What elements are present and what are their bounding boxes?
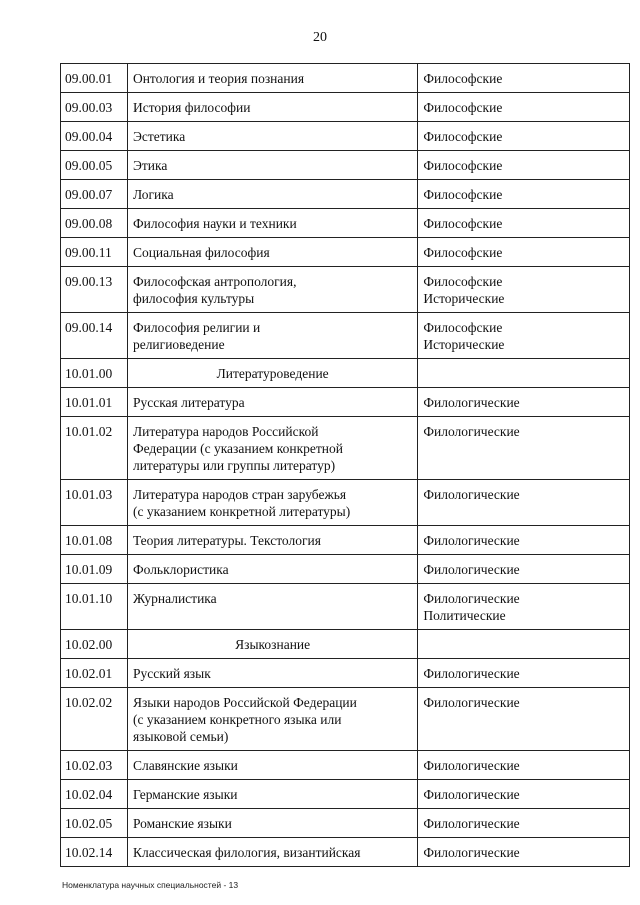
specialty-title [127,209,417,238]
science-branch [418,238,630,267]
science-branch-line: Философские [423,216,503,231]
title-line: Языкознание [235,637,311,652]
specialty-code: 10.02.01 [61,659,128,688]
table-row [61,122,630,151]
science-branch [418,209,630,238]
table-row [61,64,630,93]
title-line: Онтология и теория познания [132,71,305,86]
title-line: Этика [132,158,168,173]
specialties-table [60,63,630,867]
science-branch-line: Философские [423,71,503,86]
science-branch-line: Политические [423,608,506,623]
table-row [61,780,630,809]
table-row [61,267,630,313]
title-line: Теория литературы. Текстология [132,533,321,548]
title-line: Социальная философия [132,245,270,260]
table-row [61,93,630,122]
title-line: философия культуры [132,291,255,306]
title-line: Языки народов Российской Федерации [132,695,357,710]
specialty-title [127,555,417,584]
title-line: Философия науки и техники [132,216,297,231]
science-branch-line: Филологические [423,666,520,681]
science-branch [418,93,630,122]
specialty-code: 10.02.05 [61,809,128,838]
specialty-title [127,780,417,809]
science-branch-line: Филологические [423,533,520,548]
specialty-title [127,180,417,209]
science-branch-line: Философские [423,187,503,202]
science-branch-line: Философские [423,320,503,335]
title-line: (с указанием конкретного языка или [132,712,342,727]
science-branch-line: Философские [423,158,503,173]
table-row [61,751,630,780]
title-line: языковой семьи) [132,729,229,744]
science-branch [418,313,630,359]
science-branch [418,809,630,838]
specialty-code: 10.01.10 [61,584,128,630]
table-row [61,209,630,238]
title-line: Классическая филология, византийская [132,845,361,860]
title-line: Эстетика [132,129,186,144]
science-branch-line: Филологические [423,758,520,773]
table-row [61,151,630,180]
science-branch [418,751,630,780]
title-line: литературы или группы литератур) [132,458,336,473]
specialty-code: 10.01.01 [61,388,128,417]
title-line: Романские языки [132,816,232,831]
science-branch-line: Философские [423,129,503,144]
title-line: Русский язык [132,666,211,681]
specialty-code: 10.02.02 [61,688,128,751]
science-branch [418,417,630,480]
specialty-title [127,267,417,313]
specialty-code: 10.01.09 [61,555,128,584]
science-branch [418,630,630,659]
title-line: Федерации (с указанием конкретной [132,441,343,456]
science-branch-line: Филологические [423,562,520,577]
table-row [61,388,630,417]
specialty-title [127,838,417,867]
specialty-title [127,417,417,480]
specialty-title [127,151,417,180]
science-branch-line: Философские [423,100,503,115]
science-branch [418,267,630,313]
specialty-code: 10.01.08 [61,526,128,555]
science-branch-line: Философские [423,245,503,260]
specialty-title [127,688,417,751]
section-title [127,630,417,659]
science-branch-line: Исторические [423,291,505,306]
specialty-title [127,526,417,555]
science-branch-line: Филологические [423,695,520,710]
specialty-code: 09.00.08 [61,209,128,238]
title-line: (с указанием конкретной литературы) [132,504,351,519]
science-branch [418,659,630,688]
specialty-code: 09.00.13 [61,267,128,313]
specialty-title [127,64,417,93]
table-row [61,659,630,688]
science-branch-line: Филологические [423,424,520,439]
specialty-code: 10.02.00 [61,630,128,659]
specialty-code: 10.02.14 [61,838,128,867]
specialty-code: 10.02.04 [61,780,128,809]
specialty-title [127,480,417,526]
title-line: Славянские языки [132,758,238,773]
specialty-title [127,659,417,688]
specialty-code: 09.00.14 [61,313,128,359]
science-branch [418,584,630,630]
title-line: Русская литература [132,395,245,410]
section-row [61,359,630,388]
science-branch-line: Филологические [423,816,520,831]
table-row [61,555,630,584]
specialty-code: 10.02.03 [61,751,128,780]
table-row [61,584,630,630]
specialty-title [127,584,417,630]
science-branch [418,526,630,555]
table-row [61,180,630,209]
specialty-title [127,93,417,122]
specialty-code: 09.00.07 [61,180,128,209]
science-branch [418,480,630,526]
science-branch [418,838,630,867]
title-line: Германские языки [132,787,238,802]
table-row [61,688,630,751]
science-branch-line: Филологические [423,845,520,860]
science-branch [418,151,630,180]
science-branch [418,64,630,93]
title-line: История философии [132,100,251,115]
title-line: Философская антропология, [132,274,297,289]
table-row [61,480,630,526]
science-branch [418,780,630,809]
science-branch [418,122,630,151]
science-branch [418,688,630,751]
section-title [127,359,417,388]
specialty-code: 09.00.03 [61,93,128,122]
title-line: Логика [132,187,174,202]
specialty-code: 10.01.00 [61,359,128,388]
science-branch-line: Филологические [423,787,520,802]
science-branch [418,180,630,209]
science-branch-line: Исторические [423,337,505,352]
page-number: 20 [313,30,327,45]
science-branch [418,555,630,584]
specialty-title [127,809,417,838]
title-line: Литература народов Российской [132,424,319,439]
title-line: Философия религии и [132,320,261,335]
title-line: Журналистика [132,591,217,606]
science-branch-line: Филологические [423,591,520,606]
section-row [61,630,630,659]
specialty-code: 10.01.03 [61,480,128,526]
title-line: религиоведение [132,337,225,352]
table-row [61,417,630,480]
specialty-title [127,122,417,151]
specialties-table-body [61,64,630,867]
science-branch-line: Филологические [423,395,520,410]
table-row [61,526,630,555]
science-branch [418,388,630,417]
specialty-title [127,388,417,417]
science-branch-line: Философские [423,274,503,289]
table-row [61,809,630,838]
table-row [61,838,630,867]
science-branch-line: Филологические [423,487,520,502]
specialty-code: 10.01.02 [61,417,128,480]
specialty-code: 09.00.04 [61,122,128,151]
specialty-code: 09.00.11 [61,238,128,267]
document-footer: Номенклатура научных специальностей - 13 [62,880,239,890]
specialty-code: 09.00.05 [61,151,128,180]
specialty-title [127,238,417,267]
title-line: Литература народов стран зарубежья [132,487,347,502]
table-row [61,313,630,359]
title-line: Фольклористика [132,562,229,577]
title-line: Литературоведение [216,366,329,381]
specialty-title [127,313,417,359]
table-row [61,238,630,267]
specialty-code: 09.00.01 [61,64,128,93]
specialty-title [127,751,417,780]
science-branch [418,359,630,388]
